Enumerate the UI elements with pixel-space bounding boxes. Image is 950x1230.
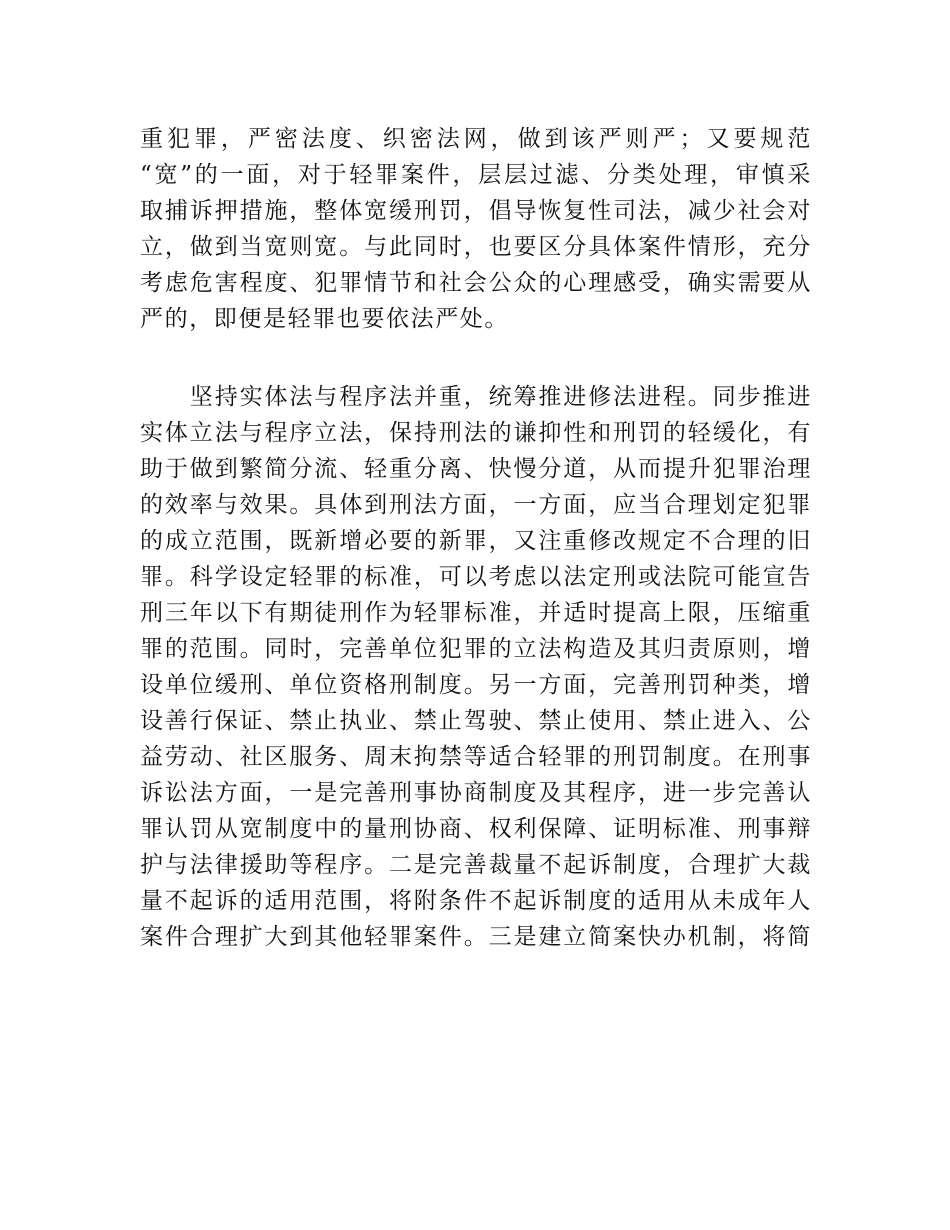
paragraph-line: 罪的范围。同时，完善单位犯罪的立法构造及其归责原则，增 <box>140 636 812 662</box>
paragraph-line: 案件合理扩大到其他轻罪案件。三是建立简案快办机制，将简 <box>140 924 812 950</box>
paragraph-line: 重犯罪，严密法度、织密法网，做到该严则严；又要规范 <box>140 126 812 152</box>
paragraph-line: 罪。科学设定轻罪的标准，可以考虑以法定刑或法院可能宣告 <box>140 564 812 590</box>
paragraph-line: 严的，即便是轻罪也要依法严处。 <box>140 306 509 332</box>
paragraph-line: 助于做到繁简分流、轻重分离、快慢分道，从而提升犯罪治理 <box>140 456 812 482</box>
paragraph-line: 设单位缓刑、单位资格刑制度。另一方面，完善刑罚种类，增 <box>140 672 812 698</box>
paragraph-line: 坚持实体法与程序法并重，统筹推进修法进程。同步推进 <box>140 384 812 410</box>
paragraph-line: 的成立范围，既新增必要的新罪，又注重修改规定不合理的旧 <box>140 528 812 554</box>
paragraph-line: 诉讼法方面，一是完善刑事协商制度及其程序，进一步完善认 <box>140 780 812 806</box>
paragraph-line: 益劳动、社区服务、周末拘禁等适合轻罪的刑罚制度。在刑事 <box>140 744 812 770</box>
paragraph-line: 量不起诉的适用范围，将附条件不起诉制度的适用从未成年人 <box>140 888 812 914</box>
paragraph-line: 实体立法与程序立法，保持刑法的谦抑性和刑罚的轻缓化，有 <box>140 420 812 446</box>
paragraph-line: “宽”的一面，对于轻罪案件，层层过滤、分类处理，审慎采 <box>140 162 812 188</box>
paragraph-line: 罪认罚从宽制度中的量刑协商、权利保障、证明标准、刑事辩 <box>140 816 812 842</box>
paragraph-line: 立，做到当宽则宽。与此同时，也要区分具体案件情形，充分 <box>140 234 812 260</box>
paragraph-1 <box>140 121 812 337</box>
paragraph-line: 取捕诉押措施，整体宽缓刑罚，倡导恢复性司法，减少社会对 <box>140 198 812 224</box>
paragraph-2 <box>140 379 812 955</box>
paragraph-line: 护与法律援助等程序。二是完善裁量不起诉制度，合理扩大裁 <box>140 852 812 878</box>
paragraph-line: 的效率与效果。具体到刑法方面，一方面，应当合理划定犯罪 <box>140 492 812 518</box>
paragraph-line: 考虑危害程度、犯罪情节和社会公众的心理感受，确实需要从 <box>140 270 812 296</box>
paragraph-line: 设善行保证、禁止执业、禁止驾驶、禁止使用、禁止进入、公 <box>140 708 812 734</box>
paragraph-line: 刑三年以下有期徒刑作为轻罪标准，并适时提高上限，压缩重 <box>140 600 812 626</box>
